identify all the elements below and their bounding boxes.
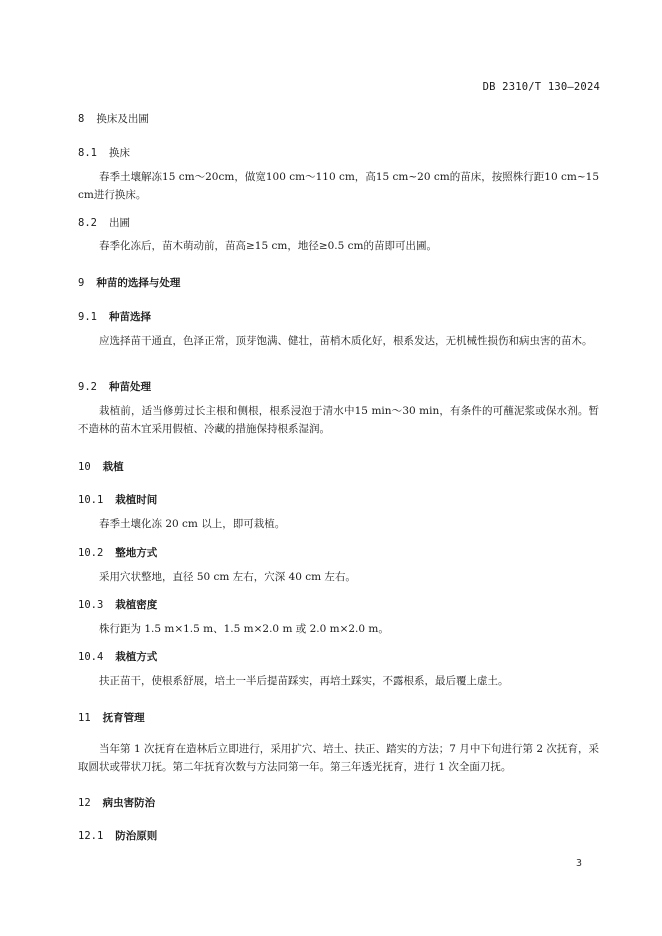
section-heading-h10_1 bbox=[78, 492, 157, 507]
section-title: 病虫害防治 bbox=[102, 797, 156, 809]
section-heading-h9_1 bbox=[78, 309, 151, 324]
section-title: 防治原则 bbox=[115, 830, 158, 842]
paragraph-p9_2: 栽植前，适当修剪过长主根和侧根，根系浸泡于清水中15 min～30 min，有条件的可蘸泥浆或保水剂。暂不造林的苗木宜采用假植、冷藏的措施保持根系湿润。 bbox=[78, 405, 599, 435]
section-number: 9.1 bbox=[78, 311, 97, 323]
section-title: 换床 bbox=[108, 147, 130, 159]
section-title: 整地方式 bbox=[115, 547, 158, 559]
page-number: 3 bbox=[575, 858, 582, 869]
paragraph-p10_1: 春季土壤化冻 20 cm 以上，即可栽植。 bbox=[99, 518, 286, 530]
section-heading-h10 bbox=[78, 459, 124, 474]
section-number: 9 bbox=[78, 277, 85, 289]
section-title: 栽植方式 bbox=[115, 651, 158, 663]
section-number: 10 bbox=[78, 461, 91, 473]
section-heading-h12_1 bbox=[78, 828, 157, 843]
section-heading-h10_4 bbox=[78, 649, 157, 664]
section-title: 种苗的选择与处理 bbox=[96, 277, 181, 289]
paragraph-p10_4: 扶正苗干，使根系舒展，培土一半后提苗踩实，再培土踩实，不露根系，最后覆上虚土。 bbox=[99, 675, 509, 687]
section-title: 栽植 bbox=[102, 461, 124, 473]
section-title: 种苗处理 bbox=[108, 381, 151, 393]
paragraph-p8_1: 春季土壤解冻15 cm～20cm，做宽100 cm～110 cm，高15 cm~20 cm的苗床，按照株行距10 cm~15 cm进行换床。 bbox=[78, 171, 599, 201]
section-title: 换床及出圃 bbox=[96, 113, 149, 125]
section-heading-h12 bbox=[78, 795, 155, 810]
section-number: 10.3 bbox=[78, 599, 104, 611]
standard-code: DB 2310/T 130—2024 bbox=[482, 81, 600, 93]
section-number: 8.2 bbox=[78, 217, 97, 229]
paragraph-p10_2: 采用穴状整地，直径 50 cm 左右，穴深 40 cm 左右。 bbox=[99, 571, 356, 583]
section-number: 9.2 bbox=[78, 381, 97, 393]
section-title: 出圃 bbox=[108, 217, 130, 229]
section-heading-h8_2 bbox=[78, 215, 130, 230]
section-number: 12.1 bbox=[78, 830, 104, 842]
paragraph-p10_3: 株行距为 1.5 m×1.5 m、1.5 m×2.0 m 或 2.0 m×2.0 m。 bbox=[99, 623, 389, 635]
section-number: 10.4 bbox=[78, 651, 104, 663]
paragraph-p11: 当年第 1 次抚育在造林后立即进行，采用扩穴、培土、扶正、踏实的方法；7 月中下旬进行第 2 次抚育，采取圆状或带状刀抚。第二年抚育次数与方法同第一年。第三年透光抚育，进行 1 次全面刀抚。 bbox=[78, 743, 599, 773]
section-heading-h10_2 bbox=[78, 545, 157, 560]
section-heading-h9 bbox=[78, 275, 180, 290]
section-number: 8 bbox=[78, 113, 85, 125]
section-title: 种苗选择 bbox=[108, 311, 151, 323]
section-heading-h9_2 bbox=[78, 379, 151, 394]
section-number: 10.1 bbox=[78, 494, 104, 506]
section-title: 栽植时间 bbox=[115, 494, 158, 506]
section-title: 抚育管理 bbox=[102, 712, 145, 724]
section-number: 8.1 bbox=[78, 147, 97, 159]
section-heading-h8 bbox=[78, 111, 149, 126]
section-heading-h8_1 bbox=[78, 145, 130, 160]
section-number: 10.2 bbox=[78, 547, 104, 559]
paragraph-p8_2: 春季化冻后，苗木萌动前，苗高≥15 cm，地径≥0.5 cm的苗即可出圃。 bbox=[99, 240, 438, 252]
paragraph-p9_1: 应选择苗干通直，色泽正常，顶芽饱满、健壮，苗梢木质化好，根系发达，无机械性损伤和病虫害的苗木。 bbox=[99, 335, 593, 347]
section-title: 栽植密度 bbox=[115, 599, 158, 611]
section-heading-h10_3 bbox=[78, 597, 157, 612]
section-number: 12 bbox=[78, 797, 91, 809]
section-heading-h11 bbox=[78, 710, 145, 725]
section-number: 11 bbox=[78, 712, 91, 724]
